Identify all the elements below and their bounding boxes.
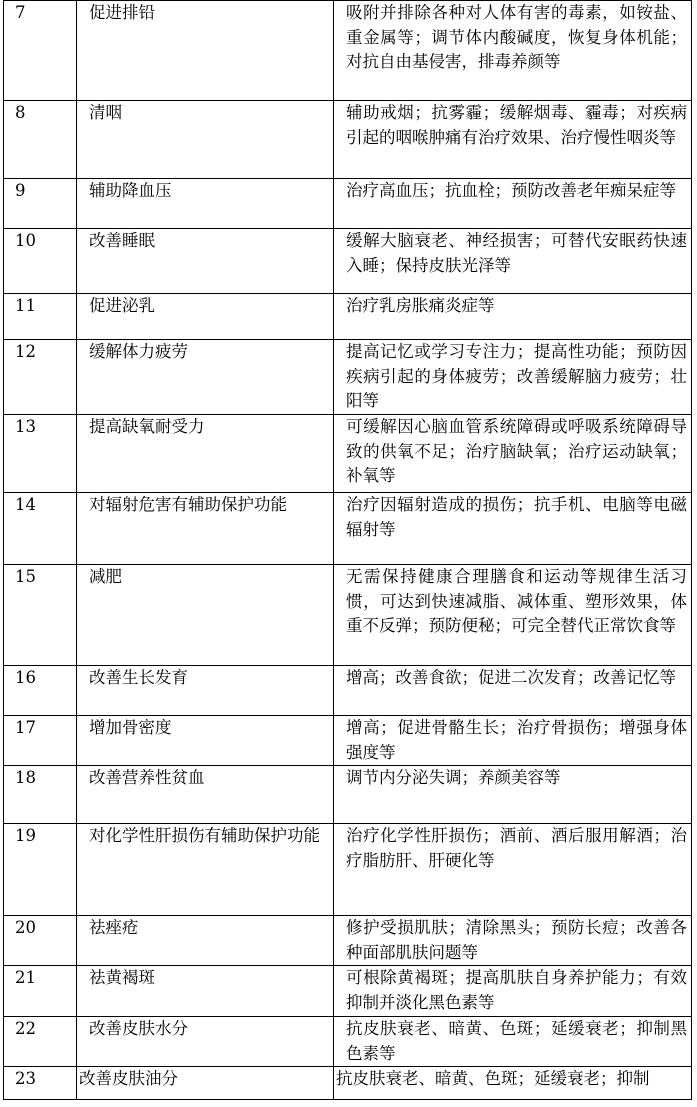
function-name: 祛黄褐斑 [77, 966, 334, 1017]
function-name: 改善睡眠 [77, 229, 334, 294]
row-number: 15 [4, 565, 77, 666]
row-number: 9 [4, 179, 77, 229]
function-description: 抗皮肤衰老、暗黄、色斑；延缓衰老；抑制黑色素等 [334, 1017, 692, 1067]
function-name: 对辐射危害有辅助保护功能 [77, 493, 334, 565]
function-description: 修护受损肌肤；清除黑头；预防长痘；改善各种面部肌肤问题等 [334, 916, 692, 966]
function-name: 改善生长发育 [77, 666, 334, 716]
table-row [4, 415, 692, 493]
function-description: 治疗因辐射造成的损伤；抗手机、电脑等电磁辐射等 [334, 493, 692, 565]
function-description: 治疗乳房胀痛炎症等 [334, 294, 692, 340]
row-number: 7 [4, 1, 77, 101]
function-name: 改善皮肤油分 [77, 1067, 334, 1100]
function-name: 辅助降血压 [77, 179, 334, 229]
function-name: 提高缺氧耐受力 [77, 415, 334, 493]
function-name: 对化学性肝损伤有辅助保护功能 [77, 824, 334, 916]
function-description: 可根除黄褐斑；提高肌肤自身养护能力；有效抑制并淡化黑色素等 [334, 966, 692, 1017]
health-function-table [3, 0, 692, 1100]
function-description: 吸附并排除各种对人体有害的毒素，如铵盐、重金属等；调节体内酸碱度，恢复身体机能；对抗自由基侵害，排毒养颜等 [334, 1, 692, 101]
row-number: 20 [4, 916, 77, 966]
table-row [4, 565, 692, 666]
function-description: 提高记忆或学习专注力；提高性功能；预防因疾病引起的身体疲劳；改善缓解脑力疲劳；壮阳等 [334, 340, 692, 415]
function-name: 缓解体力疲劳 [77, 340, 334, 415]
row-number: 13 [4, 415, 77, 493]
table-row [4, 1, 692, 101]
table-row [4, 824, 692, 916]
table-row [4, 179, 692, 229]
function-description: 治疗高血压；抗血栓；预防改善老年痴呆症等 [334, 179, 692, 229]
table-row [4, 229, 692, 294]
table-row [4, 766, 692, 824]
function-name: 促进排铅 [77, 1, 334, 101]
row-number: 14 [4, 493, 77, 565]
table-row [4, 1017, 692, 1067]
function-name: 祛痤疮 [77, 916, 334, 966]
function-name: 减肥 [77, 565, 334, 666]
table-row [4, 493, 692, 565]
table-row [4, 294, 692, 340]
function-description: 抗皮肤衰老、暗黄、色斑；延缓衰老；抑制 [334, 1067, 692, 1100]
function-description: 可缓解因心脑血管系统障碍或呼吸系统障碍导致的供氧不足；治疗脑缺氧；治疗运动缺氧；补氧等 [334, 415, 692, 493]
function-description: 治疗化学性肝损伤；酒前、酒后服用解酒；治疗脂肪肝、肝硬化等 [334, 824, 692, 916]
row-number: 21 [4, 966, 77, 1017]
function-name: 增加骨密度 [77, 716, 334, 766]
function-description: 无需保持健康合理膳食和运动等规律生活习惯，可达到快速减脂、减体重、塑形效果，体重不反弹；预防便秘；可完全替代正常饮食等 [334, 565, 692, 666]
function-name: 清咽 [77, 101, 334, 179]
row-number: 23 [4, 1067, 77, 1100]
table-body [4, 1, 692, 1100]
row-number: 11 [4, 294, 77, 340]
function-description: 增高；促进骨骼生长；治疗骨损伤；增强身体强度等 [334, 716, 692, 766]
function-name: 促进泌乳 [77, 294, 334, 340]
function-description: 增高；改善食欲；促进二次发育；改善记忆等 [334, 666, 692, 716]
function-description: 辅助戒烟；抗雾霾；缓解烟毒、霾毒；对疾病引起的咽喉肿痛有治疗效果、治疗慢性咽炎等 [334, 101, 692, 179]
row-number: 22 [4, 1017, 77, 1067]
row-number: 18 [4, 766, 77, 824]
row-number: 12 [4, 340, 77, 415]
function-name: 改善皮肤水分 [77, 1017, 334, 1067]
table-row [4, 916, 692, 966]
function-name: 改善营养性贫血 [77, 766, 334, 824]
table-row [4, 966, 692, 1017]
row-number: 19 [4, 824, 77, 916]
table-row [4, 340, 692, 415]
row-number: 8 [4, 101, 77, 179]
table-row [4, 1067, 692, 1100]
row-number: 10 [4, 229, 77, 294]
row-number: 17 [4, 716, 77, 766]
row-number: 16 [4, 666, 77, 716]
table-row [4, 101, 692, 179]
function-description: 调节内分泌失调；养颜美容等 [334, 766, 692, 824]
function-description: 缓解大脑衰老、神经损害；可替代安眠药快速入睡；保持皮肤光泽等 [334, 229, 692, 294]
table-row [4, 666, 692, 716]
table-row [4, 716, 692, 766]
